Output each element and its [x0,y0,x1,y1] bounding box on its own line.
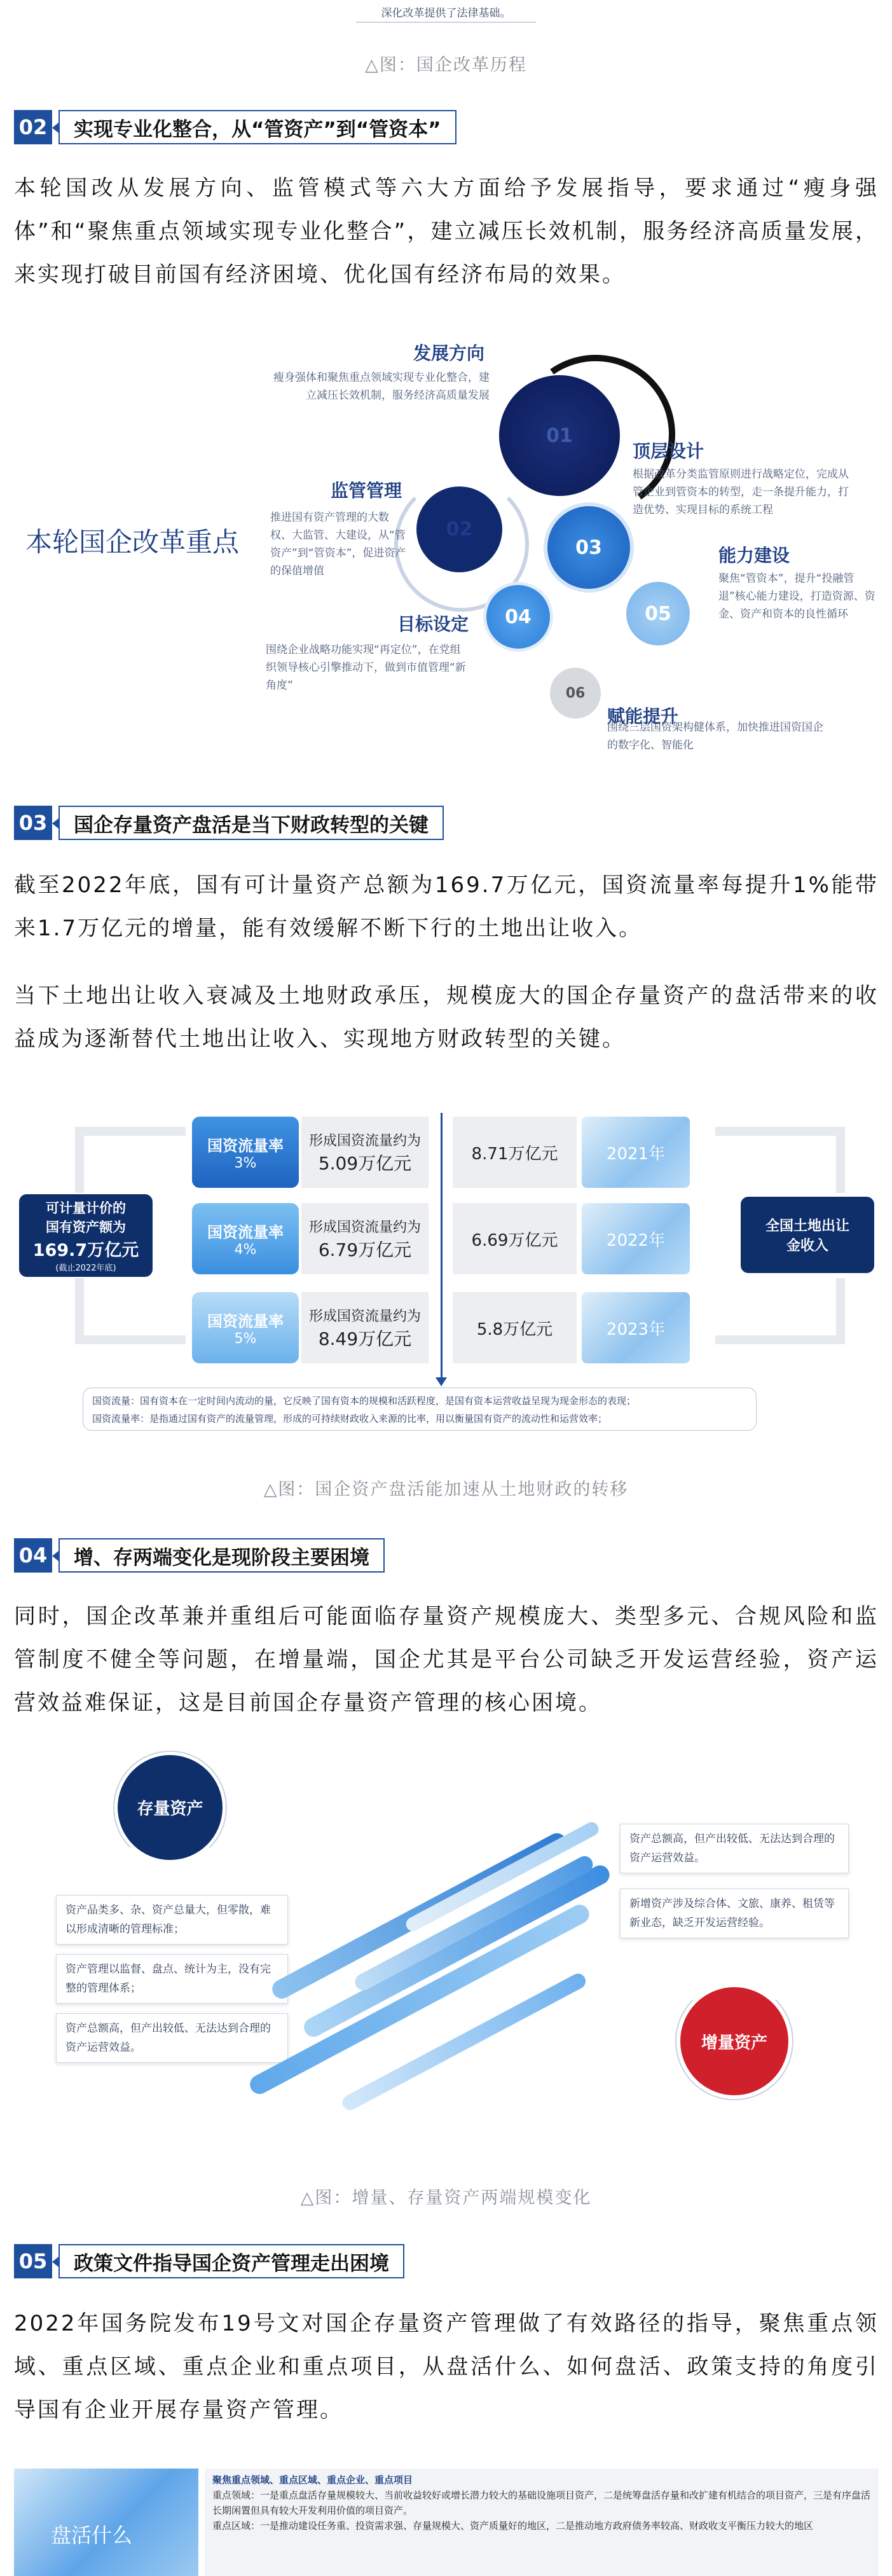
item-desc-05: 聚焦“管资本”，提升“投融管退”核心能力建设，打造资源、资金、资产和资本的良性循环 [718,572,875,621]
section-number: 05 [14,2244,52,2278]
divider-arrow [441,1113,443,1380]
circle-03: 03 [544,502,634,593]
flow-arrow-right-bottom [715,1278,845,1344]
section-number: 04 [14,1538,52,1573]
item-desc-06: 围绕三层国资架构健体系，加快推进国资国企的数字化、智能化 [607,721,823,752]
flow-box [301,1203,429,1274]
stock-asset-badge: 存量资产 [118,1755,223,1860]
land-value-box: 5.8万亿元 [453,1292,577,1363]
year-box: 2022年 [582,1203,690,1274]
stock-badge-ring [113,1751,227,1864]
section-title: 实现专业化整合，从“管资产”到“管资本” [58,110,456,144]
top-fragment: 深化改革提供了法律基础。 [381,7,511,20]
land-revenue-line2: 金收入 [786,1238,828,1254]
section-04-header [14,1538,385,1573]
item-title-02: 监管管理 [331,480,402,501]
land-value-box: 6.69万亿元 [453,1203,577,1274]
policy-heading: 聚焦重点领域、重点区域、重点企业、重点项目 [212,2474,413,2486]
section-title: 增、存两端变化是现阶段主要困境 [58,1538,385,1573]
reform-figure [0,331,892,752]
land-revenue-line1: 全国土地出让 [765,1218,849,1234]
land-value-box: 8.71万亿元 [453,1117,577,1188]
divider-arrowhead [436,1377,447,1386]
item-desc-03: 根据改革分类监管原则进行战略定位，完成从管企业到管资本的转型，走一条提升能力，打造优势、实现目标的系统工程 [633,468,849,516]
assets-figure [0,1742,892,2149]
rate-label: 国资流量率 [207,1312,284,1330]
reform-main-title: 本轮国企改革重点 [25,527,240,558]
flow-arrow-bottom [75,1278,186,1344]
item-desc-02: 推进国有资产管理的大数权、大监管、大建设，从“管资产”到“管资本”，促进资产的保值增值 [270,511,406,577]
rate-box [192,1203,299,1274]
section-03-header [14,805,444,841]
land-revenue-box [741,1197,874,1273]
total-assets-line1: 可计量计价的 [46,1201,126,1216]
stock-note-2: 资产管理以监督、盘点、统计为主，没有完整的管理体系； [56,1954,288,2004]
flow-arrow-top [75,1127,186,1193]
figure-caption-history: △图：国企改革历程 [365,55,527,75]
top-fragment-underline [356,22,536,23]
section-02-header [14,109,456,145]
policy-text-block [205,2469,879,2576]
item-title-06: 赋能提升 [607,706,679,727]
flow-label: 形成国资流量约为 [308,1133,421,1149]
stock-note-3: 资产总额高，但产出较低、无法达到合理的资产运营效益。 [56,2013,288,2063]
incr-note-1: 资产总额高，但产出较低、无法达到合理的资产运营效益。 [620,1824,849,1873]
year-box: 2021年 [582,1117,690,1188]
item-title-03: 顶层设计 [633,441,704,462]
section-05-header [14,2243,404,2279]
rate-label: 国资流量率 [207,1223,284,1241]
figure-caption-assets: △图：增量、存量资产两端规模变化 [300,2188,592,2208]
definition-flow-rate: 国资流量率：是指通过国有资产的流量管理，形成的可持续财政收入来源的比率，用以衡量国有资产的流动性和运营效率； [92,1413,608,1424]
policy-bullet-2: 重点区域：一是推动建设任务重、投资需求强、存量规模大、资产质量好的地区，二是推动地方政府债务率较高、财政收支平衡压力较大的地区 [212,2520,814,2531]
total-assets-value: 169.7万亿元 [32,1241,139,1260]
flow-value: 5.09万亿元 [318,1152,412,1174]
paragraph-04: 同时，国企改革兼并重组后可能面临存量资产规模庞大、类型多元、合规风险和监管制度不健全等问题，在增量端，国企尤其是平台公司缺乏开发运营经验，资产运营效益难保证，这是目前国企存量资产管理的核心困境。 [14,1604,879,1716]
flow-label: 形成国资流量约为 [308,1219,421,1236]
definition-flow: 国资流量：国有资本在一定时间内流动的量，它反映了国有资本的规模和活跃程度，是国有资本运营收益呈现为现金形态的表现； [92,1395,636,1407]
incr-asset-badge: 增量资产 [680,1987,788,2095]
policy-figure [14,2469,879,2576]
total-assets-note: (截止2022年底) [55,1264,116,1273]
policy-bullet-1: 重点领域：一是重点盘活存量规模较大、当前收益较好或增长潜力较大的基础设施项目资产，二是统筹盘活存量和改扩建有机结合的项目资产，三是有序盘活长期闲置但具有较大开发利用价值的项目资产。 [212,2490,871,2516]
rate-value: 4% [234,1242,257,1258]
paragraph-02: 本轮国改从发展方向、监管模式等六大方面给予发展指导，要求通过“瘦身强体”和“聚焦重点领域实现专业化整合”，建立减压长效机制，服务经济高质量发展，来实现打破目前国有经济困境、优化国有经济布局的效果。 [14,176,879,287]
policy-left-label: 盘活什么 [51,2523,133,2547]
item-desc-01: 瘦身强体和聚焦重点领域实现专业化整合，建立减压长效机制，服务经济高质量发展 [273,371,490,402]
item-desc-04: 围绕企业战略功能实现“再定位”，在党组织领导核心引擎推动下，做到市值管理“新角度” [266,644,466,692]
flow-value: 6.79万亿元 [318,1239,412,1260]
section-title: 政策文件指导国企资产管理走出困境 [58,2244,404,2278]
item-title-05: 能力建设 [718,545,790,566]
circle-05: 05 [626,582,690,645]
flow-box [301,1292,429,1363]
section-number: 02 [14,110,52,144]
circle-06: 06 [550,668,601,719]
total-assets-box [19,1194,153,1277]
circle-04: 04 [483,582,553,652]
item-title-04: 目标设定 [397,614,469,635]
stock-note-1: 资产品类多、杂、资产总量大，但零散，难以形成清晰的管理标准； [56,1895,288,1945]
flow-figure [0,1094,892,1450]
circle-02: 02 [416,486,502,572]
policy-left-image [14,2469,198,2576]
paragraph-05: 2022年国务院发布19号文对国企存量资产管理做了有效路径的指导，聚焦重点领域、重点区域、重点企业和重点项目，从盘活什么、如何盘活、政策支持的角度引导国有企业开展存量资产管理。 [14,2311,879,2423]
section-title: 国企存量资产盘活是当下财政转型的关键 [58,806,444,840]
rate-value: 3% [234,1155,257,1171]
total-assets-line2: 国有资产额为 [46,1220,126,1235]
item-title-01: 发展方向 [413,343,485,364]
circle-01: 01 [499,375,620,496]
rate-label: 国资流量率 [207,1137,284,1155]
paragraph-03a: 截至2022年底，国有可计量资产总额为169.7万亿元，国资流量率每提升1%能带来1.7万亿元的增量，能有效缓解不断下行的土地出让收入。 [14,872,879,941]
paragraph-03b: 当下土地出让收入衰减及土地财政承压，规模庞大的国企存量资产的盘活带来的收益成为逐渐替代土地出让收入、实现地方财政转型的关键。 [14,983,879,1052]
flow-label: 形成国资流量约为 [308,1308,421,1325]
rate-box [192,1117,299,1188]
rate-value: 5% [234,1331,257,1347]
incr-badge-ring [675,1982,793,2100]
flow-value: 8.49万亿元 [318,1328,412,1349]
figure-caption-flow: △图：国企资产盘活能加速从土地财政的转移 [263,1480,629,1499]
flow-box [301,1117,429,1188]
section-number: 03 [14,806,52,840]
incr-note-2: 新增资产涉及综合体、文旅、康养、租赁等新业态，缺乏开发运营经验。 [620,1889,849,1938]
rate-box [192,1292,299,1363]
definition-box [83,1388,757,1431]
year-box: 2023年 [582,1292,690,1363]
flow-arrow-right-top [715,1127,845,1193]
